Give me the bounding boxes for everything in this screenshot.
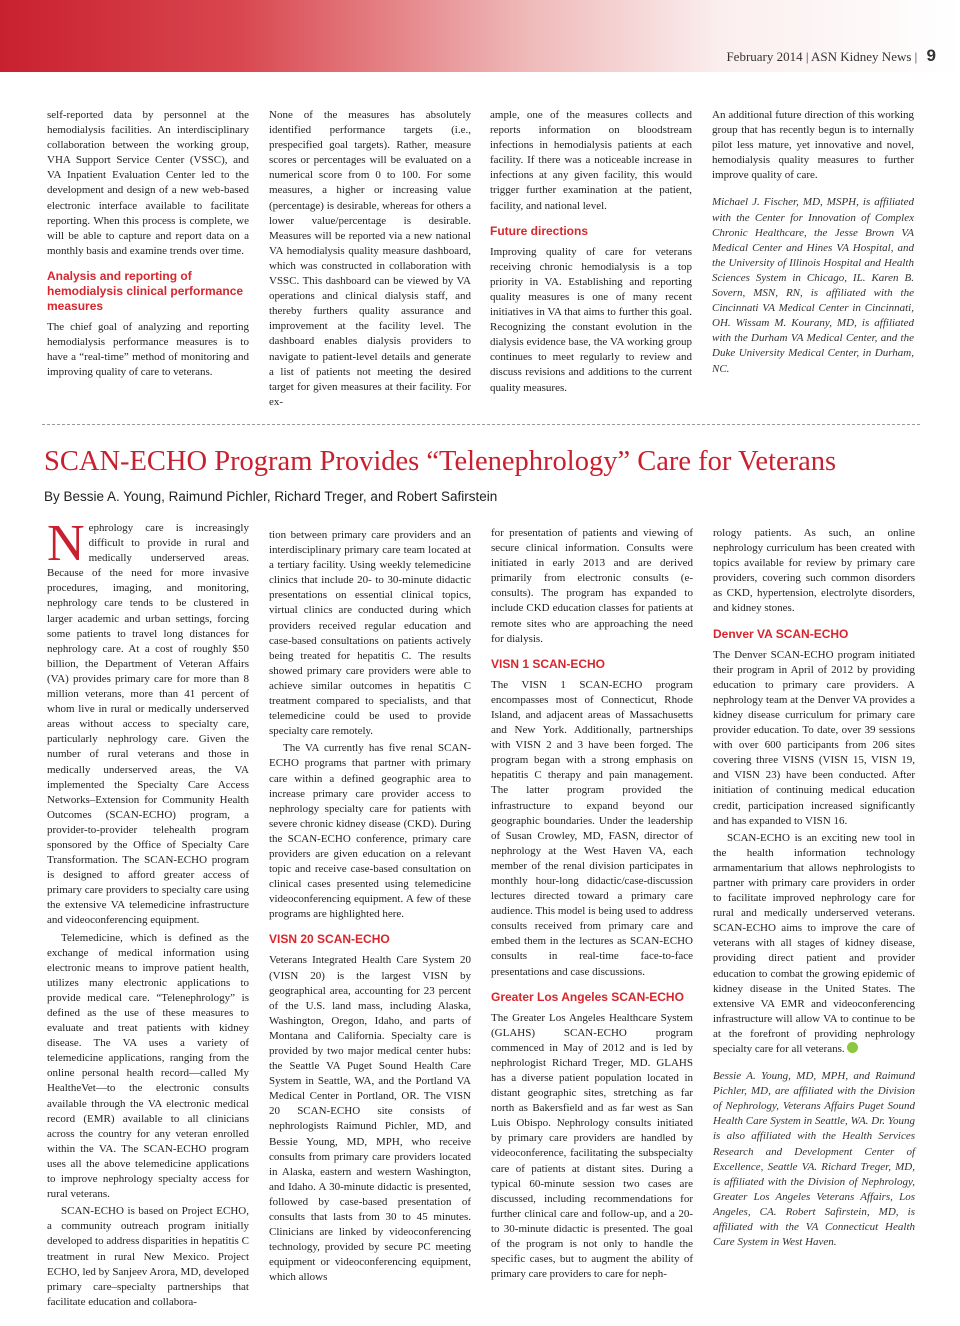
paragraph: The VISN 1 SCAN-ECHO program encompasses most of Connecticut, Rhode Island, and adjacent areas of Massachusetts and New York. Additionally, partnerships with VISN 2 and 3 have been forged. The program began with a strong emphasis on hepatitis C therapy and pain management. The latter program provided the infrastructure to expand beyond our geographic boundaries. Under the leadership of Susan Crowley, MD, FASN, director of nephrology at the West Haven VA, each member of the renal division participates in monthly hour-long didactic/case-discussion lectures directed toward a primary care audience. This model is being used to address consults received from primary care and embed them in the lectures as SCAN-ECHO consults in real-time face-to-face presentations and case discussions. [491, 678, 693, 978]
paragraph: for presentation of patients and viewing of secure clinical information. Consults were initiated in early 2013 and are derived primarily from electronic consults (e-consults). The program has expanded to include CKD education classes for patients at remote sites who are approaching the need for dialysis. [491, 527, 693, 645]
section-heading: VISN 20 SCAN-ECHO [269, 932, 390, 947]
author-bio: Michael J. Fischer, MD, MSPH, is affiliated with the Center for Innovation of Complex Chronic Healthcare, the Jesse Brown VA Medical Center and Hines VA Hospital, and the University of Illinois Hospital and Health Sciences System in Chicago, IL. Karen B. Sovern, MSN, RN, is affiliated with the Cincinnati VA Medical Center in Cincinnati, OH. Wissam M. Kourany, MD, is affiliated with the Durham VA Medical Center, and the Duke University Medical Center, in Durham, NC. [712, 196, 914, 375]
issue-date: February 2014 [726, 49, 803, 64]
top-column-1 [47, 108, 249, 382]
paragraph-text: ephrology care is increasingly difficult to provide in rural and medically underserved areas. Because of the need for more invasive procedures, imaging, and monitoring, nephrology care tends to be clustered in larger academic and urban settings, forcing some patients to travel long distances for nephrology care. At a cost of roughly $50 billion, the Department of Veteran Affairs (VA) provides primary care for more than 8 million veterans, more than 41 percent of whom live in rural or medically underserved areas without access to specialty care, particularly nephrology care. Given the number of rural veterans and those in medically underserved areas, the VA implemented the Specialty Care Access Networks–Extension for Community Health Outcomes (SCAN-ECHO) program, a provider-to-provider telehealth program sponsored by the Office of Specialty Care Transformation. The SCAN-ECHO program is designed to afford greater access of primary care providers to specialty care using the extensive VA telemedicine infrastructure and videoconferencing equipment. [47, 522, 249, 927]
paragraph: None of the measures has absolutely identified performance targets (i.e., prespecified goal targets). Rather, measure scores or percentages will be evaluated on a numerical score from 0 to 100. For some measures, a higher or increasing value (percentage) is desirable, whereas for others a lower value/percentage is desirable. Measures will be reported via a new national VA hemodialysis quality measure dashboard, which was constructed in collaboration with VSSC. This dashboard can be viewed by VA operations and clinical dialysis staff, and thereby furthers quality assurance and improvement at the facility level. The dashboard enables dialysis providers to navigate to patient-level details and generate a list of patients not meeting the desired target for given measures at their facility. For ex- [269, 109, 471, 408]
end-of-article-icon [847, 1042, 858, 1053]
publication-name: ASN Kidney News [811, 49, 912, 64]
paragraph: The Greater Los Angeles Healthcare System (GLAHS) SCAN-ECHO program commenced in May of 2012 and is led by nephrologist Richard Treger, MD. GLAHS has a diverse patient population located in distant geographic sites, stretching as far north as Bakersfield and as far west as San Luis Obispo. Nephrology consults initiated by primary care providers are handled by videoconference, facilitating the subspecialty care of patients at distant sites. During a typical 60-minute session two cases are discussed, including recommendations for further clinical care and follow-up, and a 20- to 30-minute didactic is presented. The goal of the program is not only to handle the specific cases, but to augment the ability of primary care providers to care for neph- [491, 1011, 693, 1281]
page-header [726, 46, 936, 66]
paragraph: Telemedicine, which is defined as the exchange of medical information using electronic means to improve patient health, utilizes many electronic applications to provide medical care. “Telenephrology” is defined as the use of these measures to evaluate and treat patients with kidney disease. The VA uses a variety of telemedicine applications, ranging from the online personal health record—called My HealtheVet—to the electronic consults available through the VA electronic medical record (EMR) available to all clinicians across the country for any veteran enrolled within the VA. The SCAN-ECHO program uses all the above telemedicine applications to improve nephrology specialty access for rural veterans. [47, 931, 249, 1201]
article-title: SCAN-ECHO Program Provides “Telenephrology” Care for Veterans [44, 446, 837, 477]
author-bio: Bessie A. Young, MD, MPH, and Raimund Pichler, MD, are affiliated with the Division of Nephrology, Veterans Affairs Puget Sound Health Care System in Seattle, WA. Dr. Young is also affiliated with the Health Services Research and Development Center of Excellence, Seattle VA. Richard Treger, MD, is affiliated with the Division of Nephrology, Greater Los Angeles Veterans Affairs, Los Angeles, CA. Robert Safirstein, MD, is affiliated with the VA Connecticut Health Care System in West Haven. [713, 1070, 915, 1249]
article-byline: By Bessie A. Young, Raimund Pichler, Richard Treger, and Robert Safirstein [44, 489, 498, 504]
paragraph: tion between primary care providers and an interdisciplinary primary care team located at a tertiary facility. Using weekly telemedicine clinics that include 20- to 30-minute didactic presentations on essential clinical topics, virtual clinics are conducted during which providers received regular education and case-based consultations on patients actively being treated for hepatitis C. The results showed primary care providers were able to achieve similar outcomes in hepatitis C treatment compared to specialists, and that telemedicine could be used to provide specialty care remotely. [269, 529, 471, 738]
paragraph: An additional future direction of this working group that has recently begun is to internally pilot less mature, yet innovative and novel, hemodialysis quality measures to further improve quality of care. [712, 109, 914, 182]
page-number: 9 [926, 46, 936, 65]
section-heading: Analysis and reporting of hemodialysis clinical performance measures [47, 268, 244, 313]
section-heading: Future directions [490, 223, 589, 238]
top-column-3 [490, 108, 692, 398]
paragraph: Veterans Integrated Health Care System 20 (VISN 20) is the largest VISN by geographical area, accounting for 23 percent of the U.S. land mass, including Alaska, Washington, Oregon, Idaho, and parts of Montana and California. Specialty care is provided by two major medical center hubs: the Seattle VA Puget Sound Health Care System in Seattle, WA, and the Portland VA Medical Center in Portland, OR. The VISN 20 SCAN-ECHO site consists of nephrologists Raimund Pichler, MD, and Bessie Young, MD, MPH, who receive consults from primary care providers located in Alaska, eastern and western Washington, and Idaho. A 30-minute didactic is presented, followed by case-based presentation of consults that lasts from 30 to 45 minutes. Clinicians are linked by videoconferencing technology, provided by secure PC meeting equipment or videoconferencing equipment, which allows [269, 954, 471, 1284]
paragraph: ample, one of the measures collects and reports information on bloodstream infections in hemodialysis patients at each facility. If there was a noticeable increase in infections at any given facility, this would trigger further examination at the patient, facility, and national level. [490, 109, 692, 212]
article-column-4 [713, 526, 915, 1252]
paragraph: rology patients. As such, an online nephrology curriculum has been created with topics available for review by primary care providers, covering such common disorders as CKD, hypertension, electrolyte disorders, and kidney stones. [713, 527, 915, 615]
article-column-2 [269, 528, 471, 1288]
paragraph [713, 831, 915, 1057]
drop-cap: N [47, 515, 85, 572]
paragraph: The Denver SCAN-ECHO program initiated their program in April of 2012 by providing education to primary care providers. A nephrology team at the Denver VA provides a kidney disease curriculum for primary care provider education. To date, over 39 sessions with over 600 participants from 206 sites covering three VISNS (VISN 15, VISN 19, and VISN 23) have been conducted. After initiation of continuing medical education credit, participation increased significantly and has expanded to VISN 16. [713, 648, 915, 827]
paragraph: SCAN-ECHO is based on Project ECHO, a community outreach program initially developed to address disparities in hepatitis C treatment in rural New Mexico. Project ECHO, led by Sanjeev Arora, MD, developed primary care–specialty partnerships that facilitate education and collabora- [47, 1205, 249, 1308]
paragraph: self-reported data by personnel at the hemodialysis facilities. An interdisciplinary collaboration between the working group, VHA Support Service Center (VSSC), and VA Inpatient Evaluation Center led to the development and design of a new web-based electronic interface available to facilitate reporting. When this process is complete, we will be able to capture and report data on a monthly basis and examine trends over time. [47, 109, 249, 257]
article-column-3 [491, 526, 693, 1284]
section-heading: Denver VA SCAN-ECHO [713, 626, 849, 641]
section-heading: VISN 1 SCAN-ECHO [491, 656, 606, 671]
paragraph-text: SCAN-ECHO is an exciting new tool in the health information technology armamentarium that allows nephrologists to partner with primary care providers in order to facilitate improved nephrology care for rural and medically underserved veterans. SCAN-ECHO aims to improve the care of veterans with all stages of kidney disease, providing direct patient and provider education to combat the growing epidemic of kidney disease in the United States. The extensive VA EMR and videoconferencing infrastructure will allow VA to continue to be at the forefront of providing nephrology specialty care for all veterans. [713, 831, 915, 1055]
section-heading: Greater Los Angeles SCAN-ECHO [491, 989, 684, 1004]
paragraph: The chief goal of analyzing and reporting hemodialysis performance measures is to have a “real-time” method of monitoring and improving quality of care to veterans. [47, 320, 249, 379]
top-column-4 [712, 108, 914, 379]
top-column-2 [269, 108, 471, 412]
header-separator: | [914, 49, 918, 64]
paragraph [47, 515, 249, 929]
article-column-1 [47, 515, 249, 1312]
paragraph: Improving quality of care for veterans receiving chronic hemodialysis is a top priority in VA. Establishing and reporting quality measures is one of many recent initiatives in VA that aims to further this goal. Recognizing the constant evolution in the dialysis evidence base, the VA working group continues to meet regularly to review and discuss revisions and additions to the current quality measures. [490, 245, 692, 394]
paragraph: The VA currently has five renal SCAN-ECHO programs that partner with primary care within a defined geographic area to increase primary care provider access to nephrology specialty care for patients with severe chronic kidney disease (CKD). During the SCAN-ECHO conference, primary care providers are given education on a relevant topic and receive case-based consultation on clinical cases presented using telemedicine videoconferencing equipment. A few of these programs are highlighted here. [269, 742, 471, 921]
header-separator: | [805, 49, 809, 64]
section-divider [42, 424, 920, 425]
